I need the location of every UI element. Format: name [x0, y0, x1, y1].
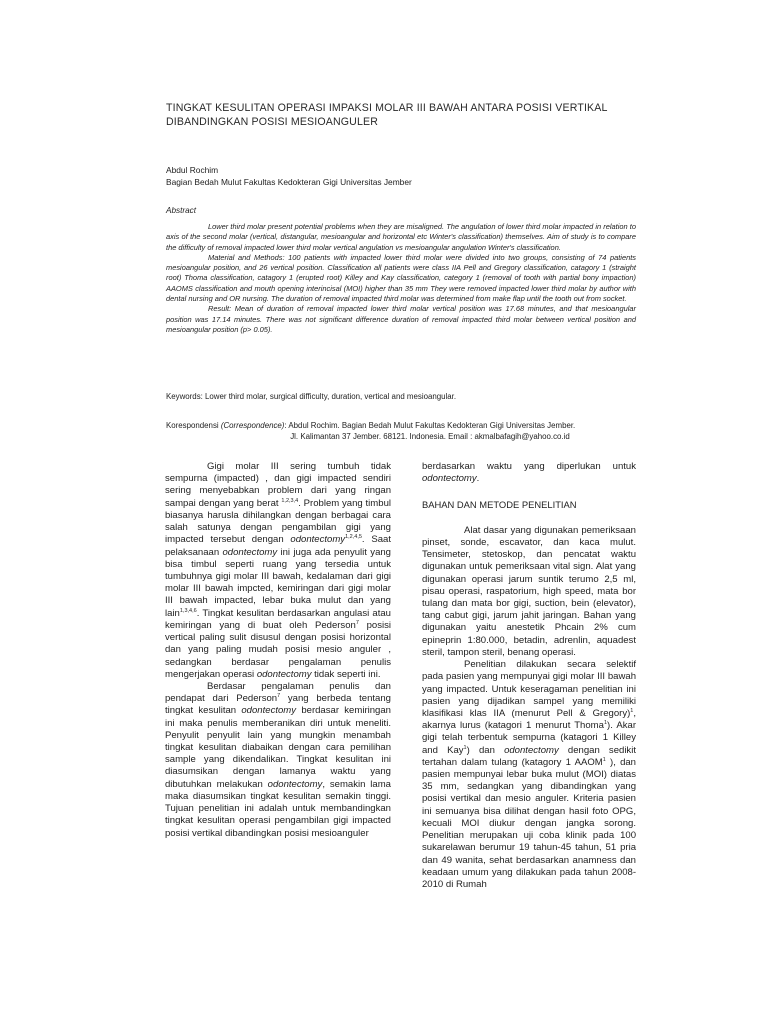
- text-run: Gigi molar III sering tumbuh tidak sempurna (impacted) , dan gigi impacted sendiri sering menyebabkan problem dari yang ringan sampai dengan yang berat: [165, 461, 391, 509]
- text-run: , semakin lama maka diasumsikan tingkat kesulitan semakin tinggi. Tujuan penelitian ini adalah untuk membandingkan tingkat kesulitan operasi pengambilan gigi impacted posisi vertikal dibandingkan posisi mesioanguler: [165, 778, 391, 839]
- citation-superscript: 1,3,4,6: [179, 607, 197, 614]
- text-run: dengan sedikit tertahan dalam tulang (katagory 1 AAOM: [422, 744, 636, 768]
- author-affiliation: Bagian Bedah Mulut Fakultas Kedokteran Gigi Universitas Jember: [166, 177, 412, 187]
- correspondence-label: Korespondensi: [166, 421, 221, 430]
- text-run: Penelitian dilakukan secara selektif pada pasien yang mempunyai gigi molar III bawah yang impacted. Untuk keseragaman penelitian ini pasien yang dijadikan sampel yang memiliki klasifikasi klas IIA (menurut Pell & Gregory): [422, 659, 636, 719]
- correspondence-line-1: [166, 420, 636, 431]
- body-column-right: [422, 461, 636, 891]
- italic-term: odontectomy: [256, 668, 312, 680]
- italic-term: odontectomy: [422, 473, 477, 485]
- italic-term: odontectomy: [290, 534, 346, 546]
- methods-paragraph-1: [422, 525, 636, 659]
- text-run: berdasarkan waktu yang diperlukan untuk: [422, 461, 636, 472]
- section-heading-methods: BAHAN DAN METODE PENELITIAN: [422, 499, 577, 511]
- text-run: .: [476, 473, 480, 485]
- abstract-paragraph-result: Result: Mean of duration of removal impacted lower third molar vertical position was 17.68 minutes, and that mesioangular position was 17.14 minutes. There was not significant difference duration of removal impacted third molar between vertical position and mesioangular position (p> 0.05).: [166, 304, 636, 334]
- citation-superscript: 1: [463, 744, 467, 751]
- citation-superscript: 1,2,4,5: [345, 534, 362, 541]
- correspondence-affiliation: : Abdul Rochim. Bagian Bedah Mulut Fakultas Kedokteran Gigi Universitas Jember.: [284, 421, 576, 430]
- text-run: berdasar kemiringan ini maka penulis memberanikan diri untuk meneliti. Penyulit penyulit lain yang mungkin menambah tingkat kesulitan diabaikan dengan cara pemilihan sample yang dikendalikan. Tingkat kesulitan ini diasumsikan dengan lamanya waktu yang dibutuhkan melakukan: [165, 705, 391, 790]
- italic-term: odontectomy: [222, 546, 278, 558]
- keywords: Keywords: Lower third molar, surgical difficulty, duration, vertical and mesioangular.: [166, 392, 457, 401]
- correspondence-label-english: (Correspondence): [220, 421, 285, 430]
- correspondence-address: Jl. Kalimantan 37 Jember. 68121. Indonesia. Email : akmalbafagih@yahoo.co.id: [290, 432, 570, 441]
- text-run: ini juga ada penyulit yang bisa timbul seperti ruang yang tersedia untuk tumbuhnya gigi molar III bawah, kedalaman dari gigi molar III bawah impcted, kemiringan dari gigi molar III bawah impacted, lebar buka mulut dan yang lain: [165, 546, 391, 619]
- paper-title: TINGKAT KESULITAN OPERASI IMPAKSI MOLAR III BAWAH ANTARA POSISI VERTIKAL DIBANDINGKAN POSISI MESIOANGULER: [166, 102, 608, 128]
- text-run: Alat dasar yang digunakan pemeriksaan pinset, sonde, escavator, dan kaca mulut. Tensimeter, stetoskop, dan pencatat waktu digunakan untuk pemeriksaan vital sign. Alat yang digunakan operasi jarum suntik terumo 2,5 ml, pisau operasi, raspatorium, high speed, mata bor tulang dan mata bor gigi, suction, bein (elevator), tang cabut gigi, jarum jahit jaringan. Bahan yang digunakan yaitu anestetik Phcain 2% cum epineprin 1:80.000, betadin, adrenlin, aquadest steril, tampon steril, benang operasi.: [422, 524, 636, 658]
- methods-paragraph-2: [422, 659, 636, 891]
- text-run: ) dan: [466, 744, 505, 756]
- text-run: yang berbeda tentang tingkat kesulitan: [165, 693, 391, 717]
- text-run: , akarnya lurus (katagori 1 menurut Thoma: [422, 707, 636, 732]
- author-block: [166, 164, 636, 188]
- citation-superscript: 1: [602, 756, 606, 763]
- text-run: . Problem yang timbul biasanya harusla dihilangkan dengan berbagai cara salah satunya dengan pengambilan gigi yang impacted tersebut dengan: [165, 497, 391, 546]
- abstract-paragraph-methods: Material and Methods: 100 patients with impacted lower third molar were divided into two groups, consisting of 74 patients mesioangular position, and 26 vertical position. Classification all patients were class IIA Pell and Gregory classification, catagory 1 (straight root) Thoma classification, catagory 1 (erupted root) Killey and Kay classification, category 1 (removal of tooth with partial bony impaction) AAOMS classification and mouth opening interincisal (MOI) higher than 35 mm They were removed impacted lower third molar by author with dental nursing and OR nursing. The duration of removal impacted third molar was determined from make flap until the tooth out from socket.: [166, 252, 636, 304]
- body-column-left: [165, 461, 391, 840]
- italic-term: odontectomy: [241, 705, 297, 717]
- citation-superscript: 1,2,3,4: [281, 497, 299, 504]
- abstract-body: [166, 222, 636, 335]
- citation-superscript: 7: [355, 619, 359, 626]
- intro-paragraph-continued: [422, 461, 636, 485]
- correspondence: [166, 420, 636, 442]
- italic-term: odontectomy: [267, 778, 323, 790]
- citation-superscript: 1: [603, 719, 608, 726]
- intro-paragraph-2: [165, 681, 391, 840]
- text-run: posisi vertical paling sulit disusul dengan posisi horizontal dan yang paling mudah posisi mesio anguler , sedangkan berdasar pengalaman penulis mengerjakan operasi: [165, 619, 391, 680]
- text-run: ). Akar gigi telah terbentuk sempurna (katagori 1 Killey and Kay: [422, 720, 637, 756]
- author-name: Abdul Rochim: [166, 165, 219, 175]
- text-run: . Tingkat kesulitan berdasarkan angulasi atau kemiringan yang di buat oleh Pederson: [165, 607, 391, 631]
- text-run: . Saat pelaksanaan: [165, 534, 391, 558]
- italic-term: odontectomy: [504, 744, 559, 756]
- text-run: Berdasar pengalaman penulis dan pendapat dari Pederson: [165, 680, 391, 705]
- intro-paragraph-1: [165, 461, 391, 681]
- text-run: ), dan pasien mempunyai lebar buka mulut (MOI) diatas 35 mm, sedangkan yang dibandingkan yang posisi vertikal dan mesio anguler. Kriteria pasien ini semuanya bisa dilihat dengan hasil foto OPG, kecuali MOI diukur dengan jangka sorong. Penelitian merupakan uji coba klinik pada 100 sukarelawan berumur 19 tahun-45 tahun, 51 pria dan 49 wanita, sehat berdasarkan anamness dan keadaan umum yang dilakukan pada tahun 2008-2010 di Rumah: [422, 756, 636, 890]
- citation-superscript: 7: [277, 692, 281, 699]
- text-run: tidak seperti ini.: [311, 668, 381, 680]
- abstract-heading: Abstract: [166, 206, 197, 215]
- citation-superscript: 1: [630, 707, 634, 714]
- abstract-paragraph-intro: Lower third molar present potential problems when they are misaligned. The angulation of lower third molar impacted in relation to axis of the second molar (vertical, distangular, mesioangular and horizontal etc Winter's classification) themselves. Aim of study is to compare the difficulty of removal impacted lower third molar vertical angulation vs mesioangular angulation Winter's classification.: [166, 222, 636, 252]
